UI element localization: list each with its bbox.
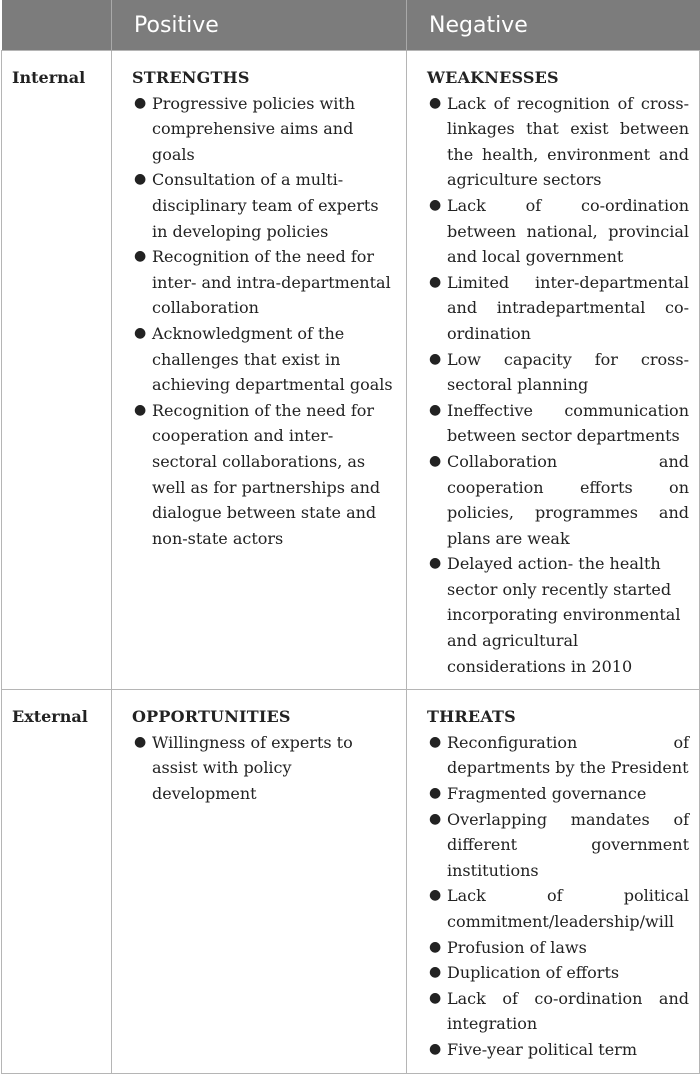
bullet-icon: ● (429, 989, 442, 1006)
list-item: ● Consultation of a multi-disciplinary team of experts in developing policies (132, 167, 396, 244)
threats-cell (407, 690, 700, 1073)
threats-title: THREATS (427, 707, 516, 727)
swot-table (1, 0, 700, 1074)
bullet-icon: ● (429, 964, 442, 981)
list-item: ● Limited inter-departmental and intradepartmental co-ordination (427, 270, 689, 347)
bullet-icon: ● (134, 94, 147, 111)
opportunities-cell (112, 690, 407, 1073)
strengths-list (132, 91, 396, 552)
header-row (2, 0, 700, 51)
opportunities-list (132, 730, 396, 807)
list-item: ● Ineffective communication between sector departments (427, 398, 689, 449)
strengths-title: STRENGTHS (132, 68, 250, 87)
opportunities-title: OPPORTUNITIES (132, 707, 291, 727)
row-label-internal: Internal (2, 51, 112, 690)
header-negative: Negative (407, 0, 700, 51)
list-item: ● Overlapping mandates of different government institutions (427, 807, 689, 884)
bullet-icon: ● (134, 248, 147, 265)
list-item: ● Five-year political term (427, 1037, 689, 1063)
bullet-icon: ● (429, 196, 442, 213)
bullet-icon: ● (429, 350, 442, 367)
header-blank (2, 0, 112, 51)
list-item: ● Duplication of efforts (427, 960, 689, 986)
row-label-external: External (2, 690, 112, 1073)
bullet-icon: ● (429, 94, 442, 111)
bullet-icon: ● (429, 273, 442, 290)
bullet-icon: ● (429, 887, 442, 904)
bullet-icon: ● (429, 785, 442, 802)
bullet-icon: ● (429, 733, 442, 750)
list-item: ● Lack of political commitment/leadership/will (427, 883, 689, 934)
bullet-icon: ● (429, 401, 442, 418)
list-item: ● Fragmented governance (427, 781, 689, 807)
bullet-icon: ● (429, 810, 442, 827)
bullet-icon: ● (429, 555, 442, 572)
bullet-icon: ● (429, 938, 442, 955)
list-item: ● Progressive policies with comprehensive aims and goals (132, 91, 396, 168)
list-item: ● Recognition of the need for cooperation and inter-sectoral collaborations, as well as for partnerships and dialogue between state and non-state actors (132, 398, 396, 552)
list-item: ● Recognition of the need for inter- and intra-departmental collaboration (132, 244, 396, 321)
list-item: ● Delayed action- the health sector only recently started incorporating environmental and agricultural considerations in 2010 (427, 551, 689, 679)
list-item: ● Low capacity for cross-sectoral planning (427, 347, 689, 398)
bullet-icon: ● (134, 324, 147, 341)
list-item: ● Profusion of laws (427, 935, 689, 961)
list-item: ● Reconfiguration of departments by the President (427, 730, 689, 781)
weaknesses-list (427, 91, 689, 680)
bullet-icon: ● (429, 1040, 442, 1057)
row-external (2, 690, 700, 1073)
weaknesses-cell (407, 51, 700, 690)
bullet-icon: ● (429, 452, 442, 469)
list-item: ● Lack of recognition of cross-linkages that exist between the health, environment and agriculture sectors (427, 91, 689, 193)
header-positive: Positive (112, 0, 407, 51)
weaknesses-title: WEAKNESSES (427, 68, 559, 87)
list-item: ● Willingness of experts to assist with policy development (132, 730, 396, 807)
list-item: ● Acknowledgment of the challenges that exist in achieving departmental goals (132, 321, 396, 398)
bullet-icon: ● (134, 171, 147, 188)
list-item: ● Lack of co-ordination between national, provincial and local government (427, 193, 689, 270)
threats-list (427, 730, 689, 1063)
bullet-icon: ● (134, 733, 147, 750)
strengths-cell (112, 51, 407, 690)
list-item: ● Collaboration and cooperation efforts on policies, programmes and plans are weak (427, 449, 689, 551)
bullet-icon: ● (134, 401, 147, 418)
list-item: ● Lack of co-ordination and integration (427, 986, 689, 1037)
row-internal (2, 51, 700, 690)
